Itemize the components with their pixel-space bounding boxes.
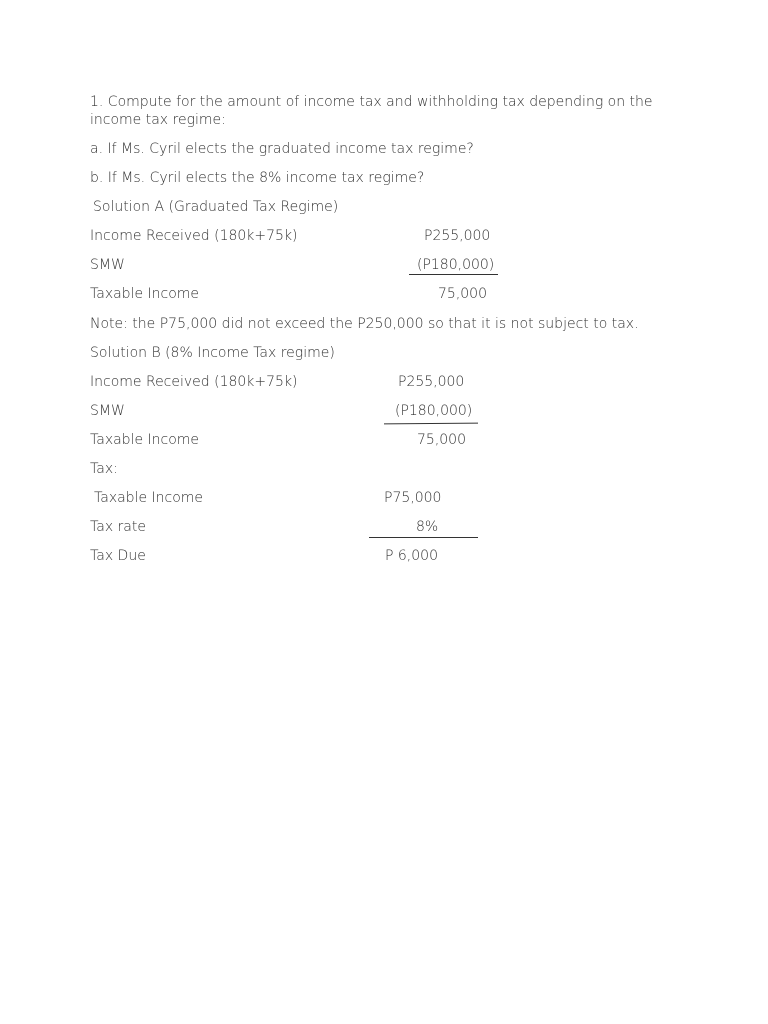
solution-a-heading: Solution A (Graduated Tax Regime) <box>93 199 339 215</box>
solution-b-taxable-label: Taxable Income <box>90 432 200 448</box>
tax-rate-value: 8% <box>416 519 439 535</box>
solution-b-heading: Solution B (8% Income Tax regime) <box>90 345 335 361</box>
question-main: 1. Compute for the amount of income tax and withholding tax depending on the income tax regime: <box>90 94 653 128</box>
solution-b-smw-value: (P180,000) <box>395 403 473 419</box>
solution-a-subtotal-rule <box>409 274 498 275</box>
tax-heading: Tax: <box>90 461 118 477</box>
solution-b-subtotal-rule <box>384 423 478 425</box>
solution-b-income-label: Income Received (180k+75k) <box>90 374 298 390</box>
tax-due-label: Tax Due <box>90 548 146 564</box>
tax-rate-label: Tax rate <box>90 519 146 535</box>
question-b: b. If Ms. Cyril elects the 8% income tax regime? <box>90 170 425 186</box>
solution-a-smw-value: (P180,000) <box>417 257 495 273</box>
solution-b-taxable-value: 75,000 <box>417 432 466 448</box>
solution-b-smw-label: SMW <box>90 403 125 419</box>
tax-due-rule <box>369 537 478 538</box>
solution-b-income-value: P255,000 <box>398 374 465 390</box>
solution-a-taxable-label: Taxable Income <box>90 286 200 302</box>
question-a: a. If Ms. Cyril elects the graduated income tax regime? <box>90 141 474 157</box>
tax-due-value: P 6,000 <box>385 548 438 564</box>
solution-a-income-label: Income Received (180k+75k) <box>90 228 298 244</box>
solution-a-note: Note: the P75,000 did not exceed the P250,000 so that it is not subject to tax. <box>90 316 639 332</box>
tax-taxable-label: Taxable Income <box>94 490 204 506</box>
solution-a-taxable-value: 75,000 <box>438 286 487 302</box>
solution-a-income-value: P255,000 <box>424 228 491 244</box>
solution-a-smw-label: SMW <box>90 257 125 273</box>
tax-taxable-value: P75,000 <box>384 490 442 506</box>
